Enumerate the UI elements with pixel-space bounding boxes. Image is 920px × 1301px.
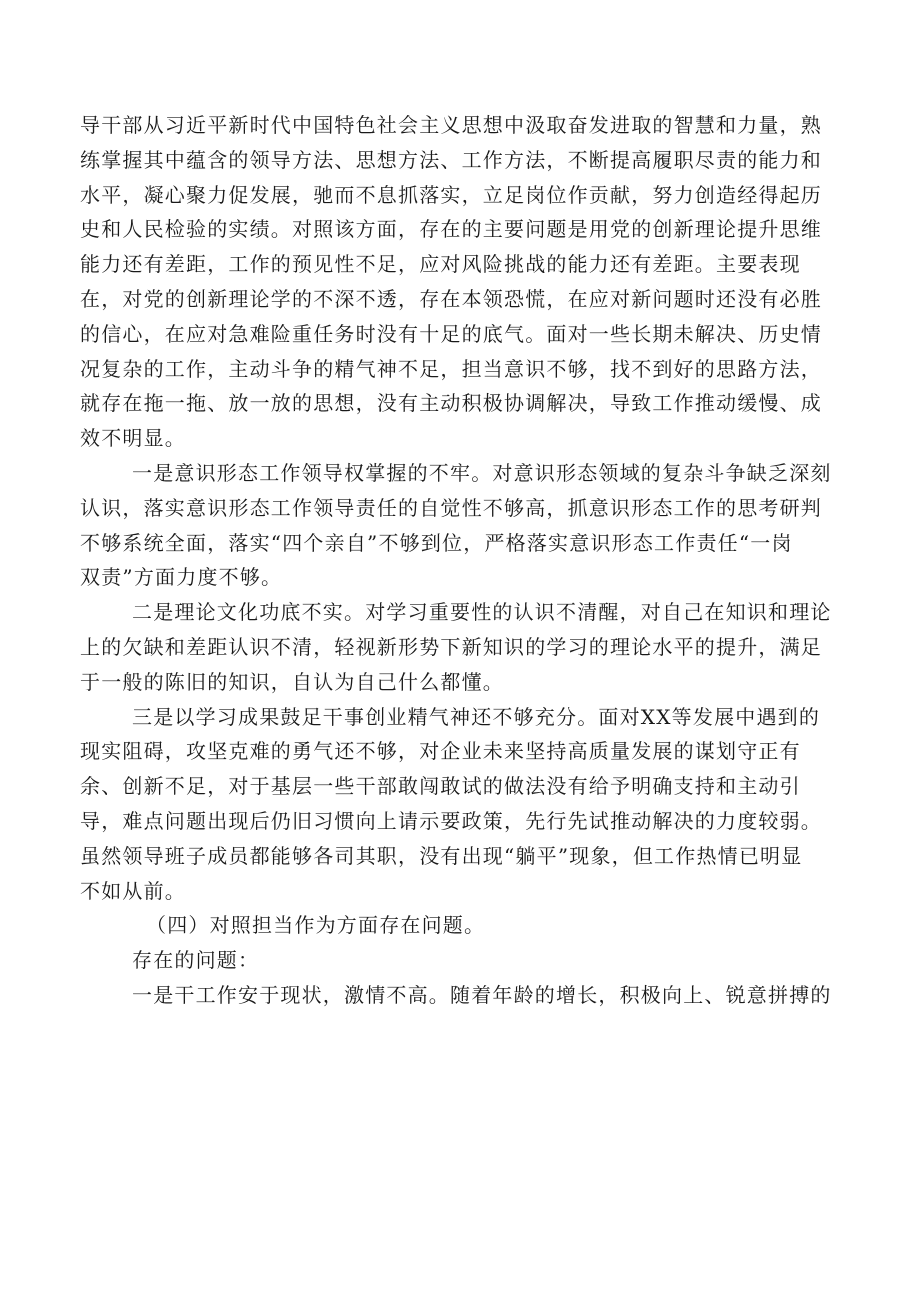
section-heading: （四）对照担当作为方面存在问题。 [146, 913, 486, 938]
paragraph [80, 456, 852, 595]
paragraph-line: 史和人民检验的实绩。对照该方面，存在的主要问题是用党的创新理论提升思维 [80, 217, 822, 242]
paragraph-line: 就存在拖一拖、放一放的思想，没有主动积极协调解决，导致工作推动缓慢、成 [80, 391, 822, 416]
paragraph-line: 于一般的陈旧的知识，自认为自己什么都懂。 [80, 669, 504, 694]
paragraph [80, 978, 852, 1013]
paragraph-line: 在，对党的创新理论学的不深不透，存在本领恐慌，在应对新问题时还没有必胜 [80, 286, 822, 311]
paragraph-line: 现实阻碍，攻坚克难的勇气还不够，对企业未来坚持高质量发展的谋划守正有 [80, 739, 801, 764]
paragraph-line: 存在的问题： [132, 948, 260, 973]
document-body [80, 108, 852, 1013]
paragraph-line: 练掌握其中蕴含的领导方法、思想方法、工作方法，不断提高履职尽责的能力和 [80, 147, 822, 172]
paragraph-line: 二是理论文化功底不实。对学习重要性的认识不清醒，对自己在知识和理论 [132, 600, 832, 625]
paragraph-line: 双责”方面力度不够。 [80, 565, 283, 590]
paragraph-line: 一是意识形态工作领导权掌握的不牢。对意识形态领域的复杂斗争缺乏深刻 [132, 460, 832, 485]
paragraph [80, 943, 852, 978]
paragraph [80, 595, 852, 699]
paragraph-line: 导干部从习近平新时代中国特色社会主义思想中汲取奋发进取的智慧和力量，熟 [80, 113, 822, 137]
paragraph-line: 不够系统全面，落实“四个亲自”不够到位，严格落实意识形态工作责任“一岗 [80, 530, 793, 555]
paragraph-line: 况复杂的工作，主动斗争的精气神不足，担当意识不够，找不到好的思路方法， [80, 356, 822, 381]
paragraph-line: 上的欠缺和差距认识不清，轻视新形势下新知识的学习的理论水平的提升，满足 [80, 634, 822, 659]
paragraph-line: 不如从前。 [80, 878, 186, 903]
paragraph-line: 三是以学习成果鼓足干事创业精气神还不够充分。面对XX等发展中遇到的 [132, 704, 821, 729]
paragraph [80, 908, 852, 943]
paragraph-line: 导，难点问题出现后仍旧习惯向上请示要政策，先行先试推动解决的力度较弱。 [80, 808, 822, 833]
paragraph-line: 的信心，在应对急难险重任务时没有十足的底气。面对一些长期未解决、历史情 [80, 321, 822, 346]
paragraph [80, 108, 852, 456]
paragraph [80, 700, 852, 909]
paragraph-line: 水平，凝心聚力促发展，驰而不息抓落实，立足岗位作贡献，努力创造经得起历 [80, 182, 822, 207]
paragraph-line: 能力还有差距，工作的预见性不足，应对风险挑战的能力还有差距。主要表现 [80, 252, 801, 277]
paragraph-line: 一是干工作安于现状，激情不高。随着年龄的增长，积极向上、锐意拼搏的 [132, 982, 832, 1007]
paragraph-line: 效不明显。 [80, 426, 186, 451]
paragraph-line: 虽然领导班子成员都能够各司其职，没有出现“躺平”现象，但工作热情已明显 [80, 843, 803, 868]
paragraph-line: 认识，落实意识形态工作领导责任的自觉性不够高，抓意识形态工作的思考研判 [80, 495, 822, 520]
paragraph-line: 余、创新不足，对于基层一些干部敢闯敢试的做法没有给予明确支持和主动引 [80, 774, 801, 799]
